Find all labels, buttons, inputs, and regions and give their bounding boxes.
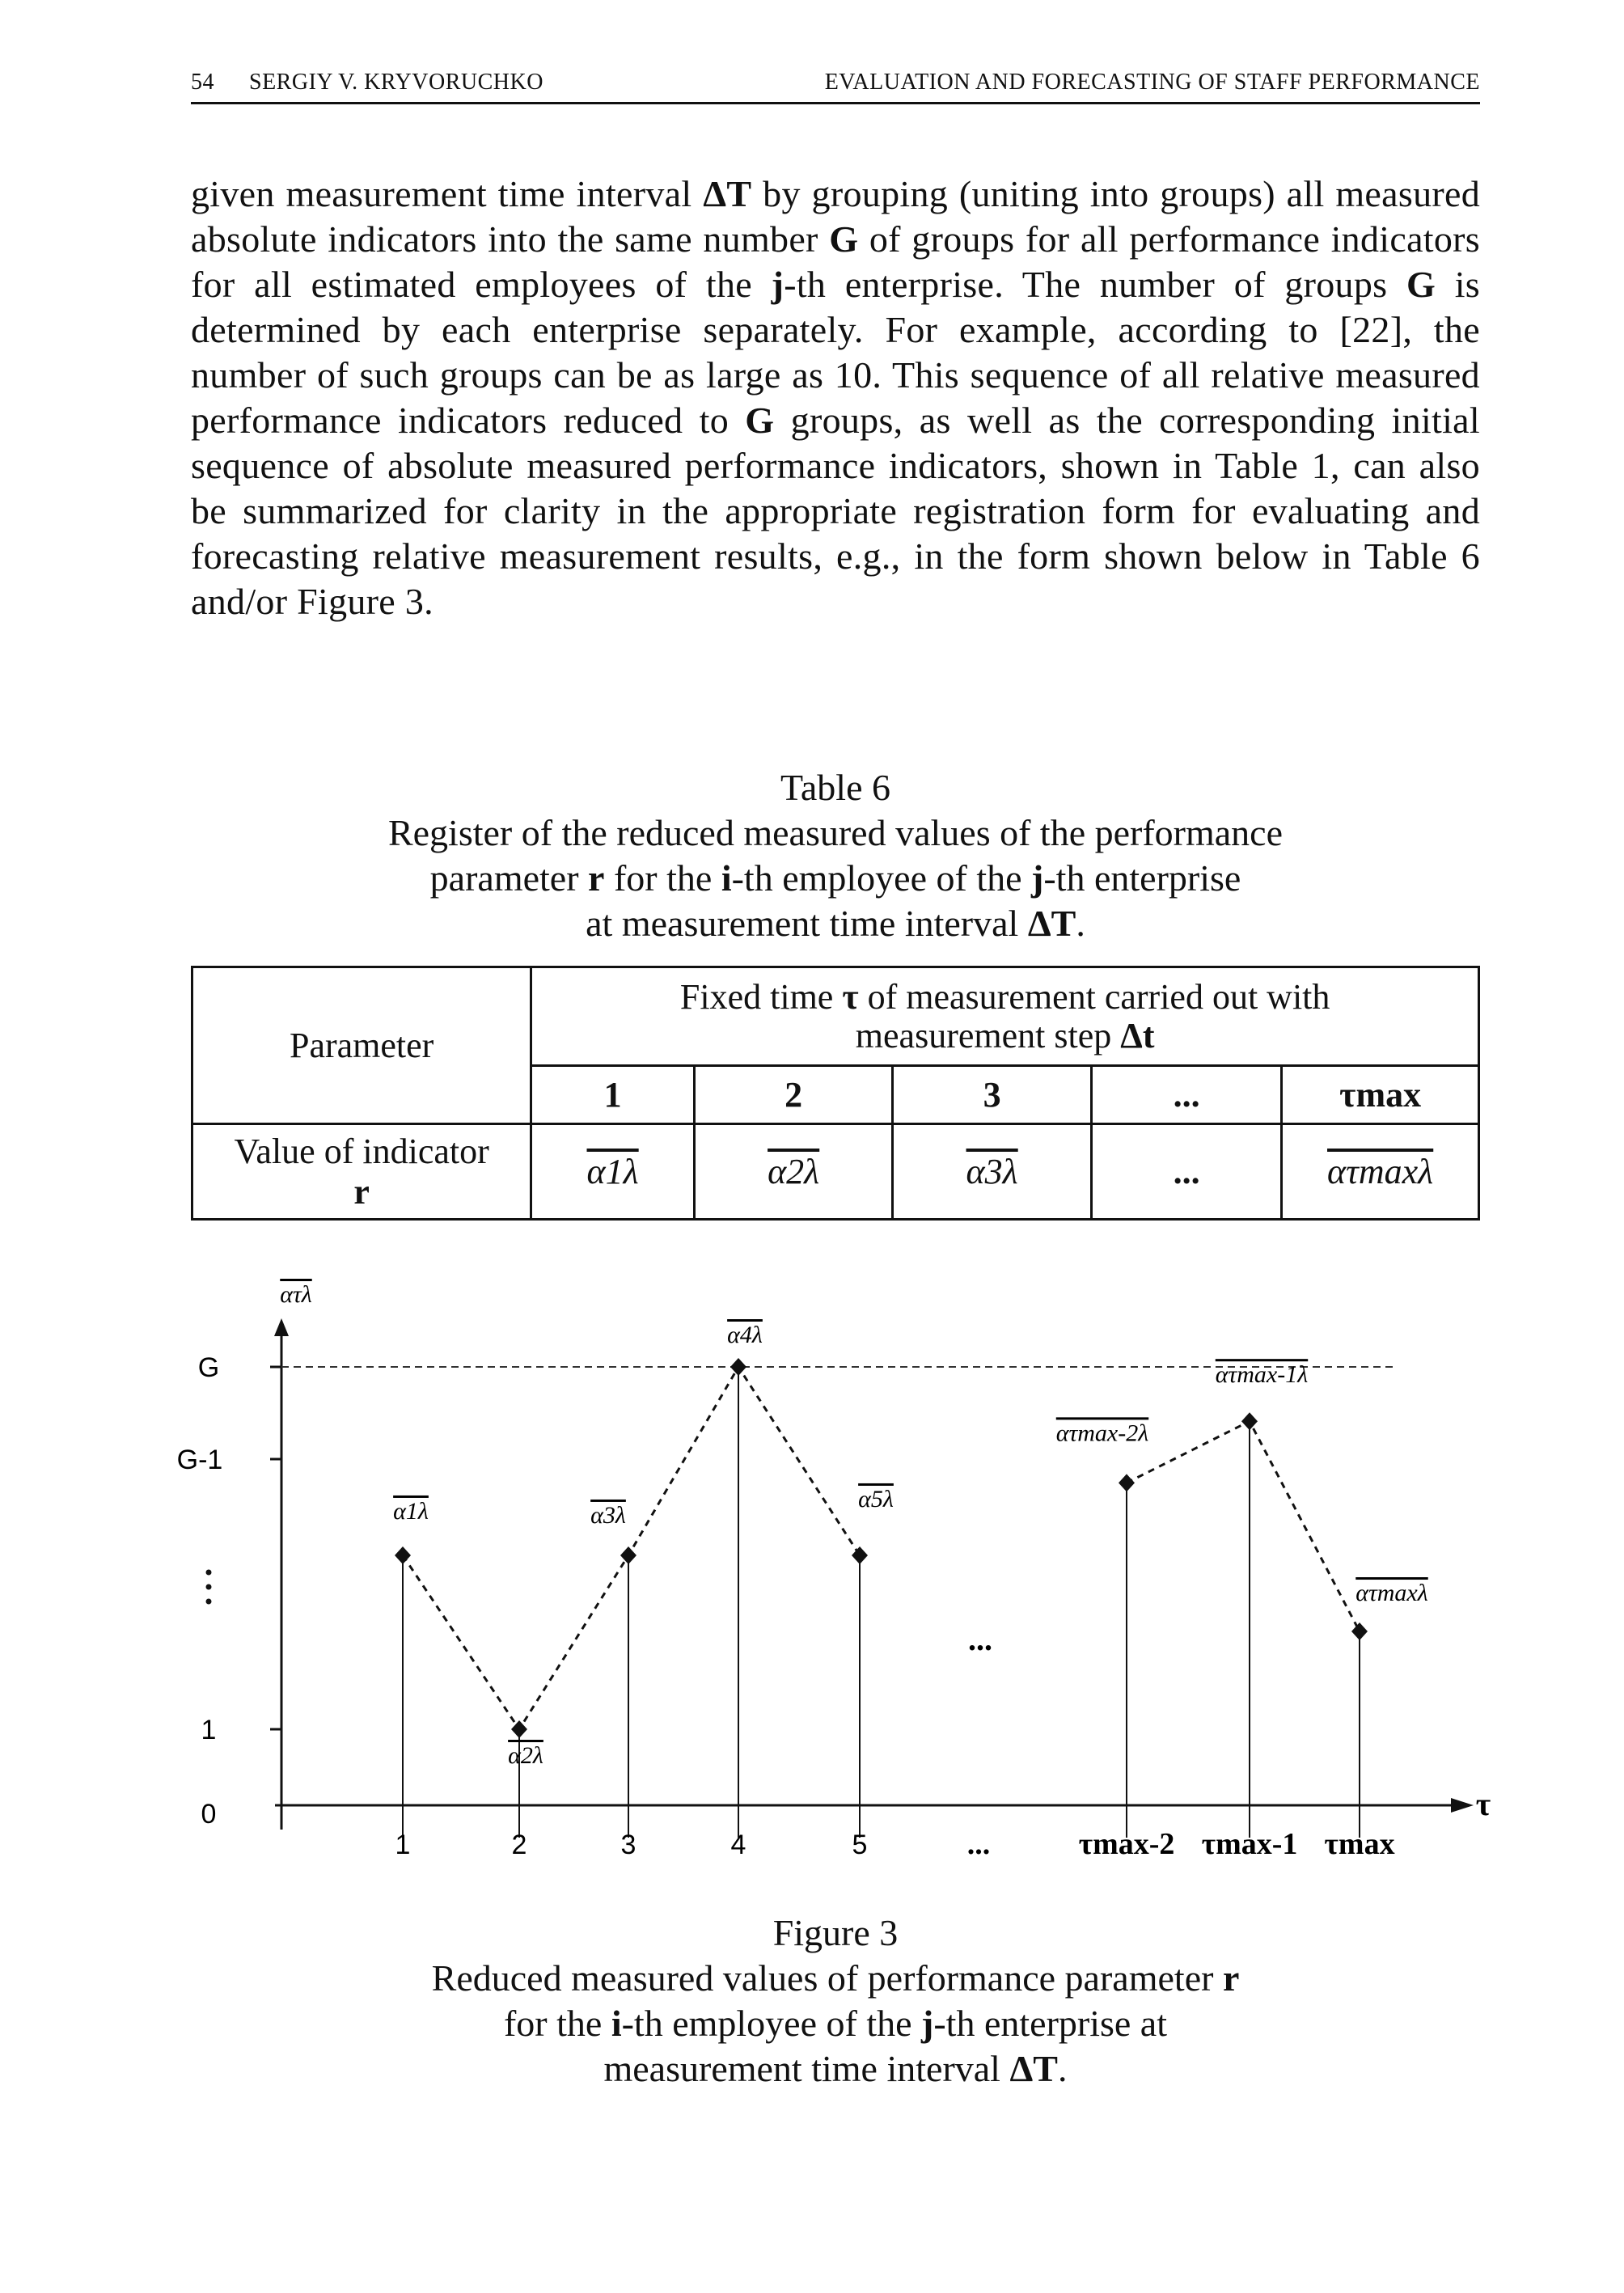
data-point xyxy=(395,1546,411,1564)
figure-3-chart xyxy=(0,1262,1624,1893)
x-tick-label: τmax-2 xyxy=(1078,1827,1175,1861)
y-ellipsis-dot xyxy=(206,1599,212,1605)
running-title: EVALUATION AND FORECASTING OF STAFF PERFORMANCE xyxy=(824,70,1480,95)
point-label: α4λ xyxy=(727,1322,763,1348)
x-tick-label: 3 xyxy=(620,1830,636,1860)
running-header xyxy=(191,70,1480,104)
point-label: α1λ xyxy=(393,1497,429,1525)
point-label: ατmaxλ xyxy=(1355,1580,1428,1607)
data-point xyxy=(1119,1474,1135,1491)
y-axis-title: ατλ xyxy=(280,1281,312,1308)
col-header-tmax: τmax xyxy=(1282,1066,1479,1124)
col-header-2: 2 xyxy=(694,1066,892,1124)
fixed-time-header: Fixed time τ of measurement carried out with measurement step Δt xyxy=(531,967,1479,1066)
page-number: 54 xyxy=(191,70,214,95)
col-header-3: 3 xyxy=(893,1066,1091,1124)
table-label: Table 6 xyxy=(780,767,890,808)
y-tick-label-ellipsis xyxy=(206,1570,212,1605)
table-caption: Table 6 Register of the reduced measured values of the performance parameter r for the i-th employee of the j-th enterprise at measurement time interval ΔT. xyxy=(191,765,1480,946)
y-ellipsis-dot xyxy=(206,1584,212,1590)
y-tick-label: G-1 xyxy=(176,1445,223,1475)
x-tick-label: 1 xyxy=(395,1830,411,1860)
author-name: SERGIY V. KRYVORUCHKO xyxy=(249,70,543,95)
y-tick-label: G xyxy=(197,1352,220,1383)
y-tick-label: 1 xyxy=(201,1715,217,1745)
data-point xyxy=(511,1720,527,1738)
y-tick-label: 0 xyxy=(201,1799,217,1830)
parameter-header: Parameter xyxy=(192,967,531,1124)
point-label: α2λ xyxy=(508,1742,543,1769)
col-header-1: 1 xyxy=(531,1066,695,1124)
point-label: α5λ xyxy=(858,1485,894,1512)
cell-value-1: α1λ xyxy=(531,1124,695,1220)
y-axis-arrow xyxy=(274,1318,289,1336)
point-label: α3λ xyxy=(590,1501,626,1529)
series-line-segment xyxy=(1127,1421,1360,1631)
data-point xyxy=(1351,1622,1368,1640)
x-tick-label: 5 xyxy=(852,1830,868,1860)
point-label: ατmax-2λ xyxy=(1055,1419,1149,1447)
data-point xyxy=(1241,1412,1258,1430)
chart-labels xyxy=(177,1281,1491,1861)
data-point xyxy=(852,1546,868,1564)
x-tick-label: 4 xyxy=(730,1830,746,1860)
point-label: ατmax-1λ xyxy=(1215,1361,1309,1389)
row-label: Value of indicator r xyxy=(192,1124,531,1220)
cell-value-2: α2λ xyxy=(694,1124,892,1220)
x-tick-label: τmax xyxy=(1324,1827,1395,1861)
register-table xyxy=(191,966,1480,1221)
chart-ellipsis: ... xyxy=(968,1621,992,1657)
series-line-segment xyxy=(403,1367,860,1729)
figure-label: Figure 3 xyxy=(772,1912,899,1953)
x-axis-title: τ xyxy=(1475,1786,1491,1822)
cell-value-3: α3λ xyxy=(893,1124,1091,1220)
data-point xyxy=(620,1546,636,1564)
body-paragraph: given measurement time interval ΔT by grouping (uniting into groups) all measured absolute indicators into the same number G of groups for all performance indicators for all estimated employees of the j-th enterprise. The number of groups G is determined by each enterprise separately. For example, according to [22], the number of such groups can be as large as 10. This sequence of all relative measured performance indicators reduced to G groups, as well as the corresponding initial sequence of absolute measured performance indicators, shown in Table 1, can also be summarized for clarity in the appropriate registration form for evaluating and forecasting relative measurement results, e.g., in the form shown below in Table 6 and/or Figure 3. xyxy=(191,173,1480,622)
figure-caption: Figure 3 Reduced measured values of performance parameter r for the i-th employee of the j-th enterprise at measurement time interval ΔT. xyxy=(191,1910,1480,2092)
cell-value-tmax: ατmaxλ xyxy=(1282,1124,1479,1220)
data-point xyxy=(730,1358,746,1376)
x-axis-arrow xyxy=(1451,1798,1474,1813)
cell-value-ellipsis: ... xyxy=(1091,1124,1281,1220)
x-tick-label: ... xyxy=(966,1827,991,1861)
chart-axes xyxy=(270,1318,1474,1830)
x-tick-label: τmax-1 xyxy=(1201,1827,1298,1861)
y-ellipsis-dot xyxy=(206,1570,212,1576)
x-tick-label: 2 xyxy=(511,1830,527,1860)
col-header-ellipsis: ... xyxy=(1091,1066,1281,1124)
